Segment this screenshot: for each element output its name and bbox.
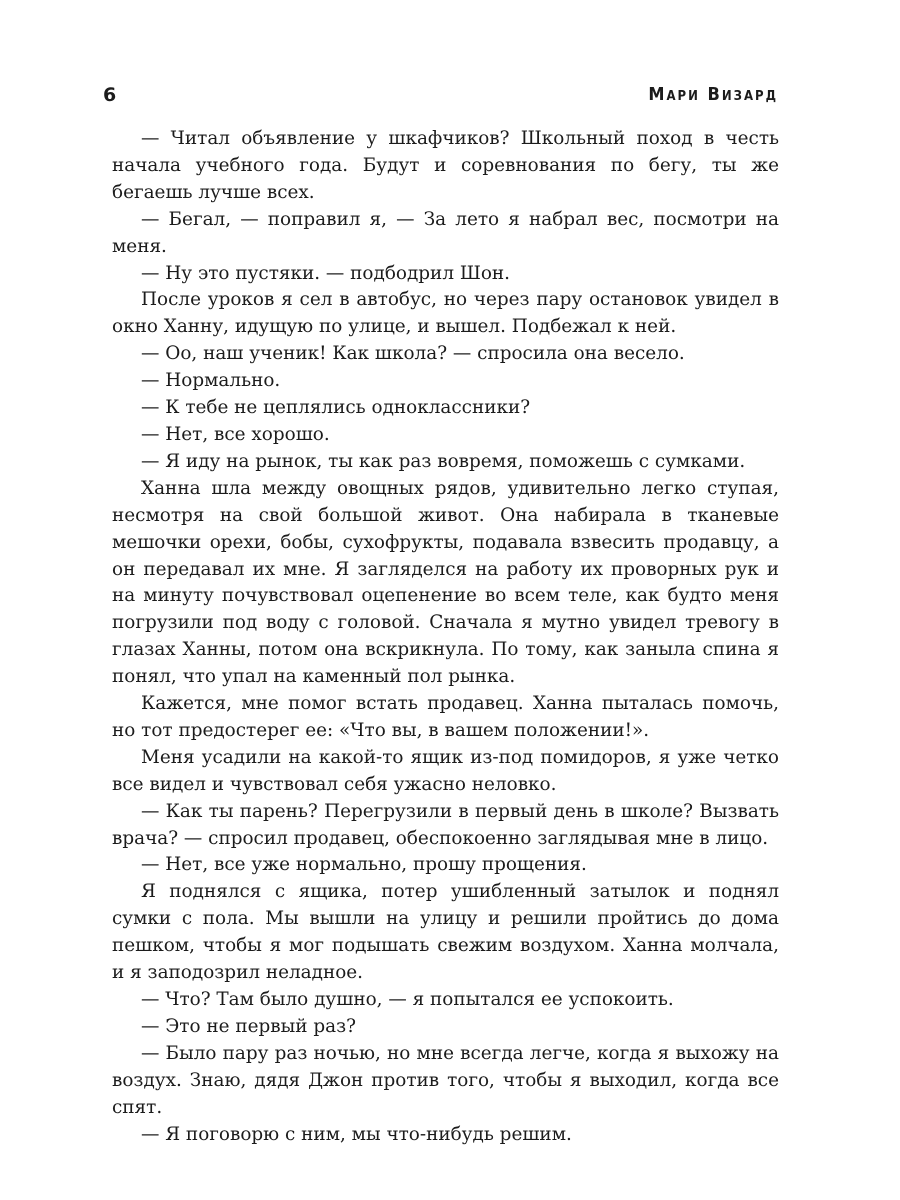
paragraph: Кажется, мне помог встать продавец. Ханна пыталась помочь, но тот предостерег ее: «Что вы, в вашем положении!».	[112, 693, 779, 741]
paragraph: После уроков я сел в автобус, но через пару остановок увидел в окно Ханну, идущую по улице, и вышел. Подбежал к ней.	[112, 289, 779, 338]
paragraph: — Оо, наш ученик! Как школа? — спросила она весело.	[141, 343, 685, 365]
paragraph: — К тебе не цеплялись одноклассники?	[141, 397, 531, 419]
paragraph: — Было пару раз ночью, но мне всегда легче, когда я выхожу на воздух. Знаю, дядя Джон против того, чтобы я выходил, когда все спят.	[112, 1042, 779, 1118]
paragraph: — Бегал, — поправил я, — За лето я набрал вес, посмотри на меня.	[112, 208, 779, 257]
paragraph: Я поднялся с ящика, потер ушибленный затылок и поднял сумки с пола. Мы вышли на улицу и решили пройтись до дома пешком, чтобы я мог подышать свежим воздухом. Ханна молчала, и я заподозрил неладное.	[112, 881, 779, 984]
paragraph: — Я поговорю с ним, мы что-нибудь решим.	[141, 1123, 572, 1145]
paragraph: — Нет, все хорошо.	[141, 423, 330, 445]
paragraph: — Читал объявление у шкафчиков? Школьный поход в честь начала учебного года. Будут и соревнования по бегу, ты же бегаешь лучше всех.	[112, 128, 779, 203]
running-header-author: Мари Визард	[648, 84, 778, 105]
paragraph: — Нет, все уже нормально, прошу прощения.	[141, 854, 587, 876]
paragraph: Меня усадили на какой-то ящик из-под помидоров, я уже четко все видел и чувствовал себя ужасно неловко.	[112, 746, 779, 795]
body-text	[112, 126, 779, 1148]
paragraph: — Нормально.	[141, 370, 281, 392]
paragraph: — Это не первый раз?	[141, 1015, 357, 1037]
page-number: 6	[103, 84, 117, 106]
paragraph: — Как ты парень? Перегрузили в первый день в школе? Вызвать врача? — спросил продавец, обеспокоенно заглядывая мне в лицо.	[112, 800, 779, 849]
paragraph: Ханна шла между овощных рядов, удивительно легко ступая, несмотря на свой большой живот. Она набирала в тканевые мешочки орехи, бобы, сухофрукты, подавала взвесить продавцу, а он передавал их мне. Я загляделся на работу их проворных рук и на минуту почувствовал оцепенение во всем теле, как будто меня погрузили под воду с головой. Сначала я мутно увидел тревогу в глазах Ханны, потом она вскрикнула. По тому, как заныла спина я понял, что упал на каменный пол рынка.	[112, 477, 779, 688]
paragraph: — Ну это пустяки. — подбодрил Шон.	[141, 262, 511, 284]
paragraph: — Что? Там было душно, — я попытался ее успокоить.	[141, 989, 674, 1010]
paragraph: — Я иду на рынок, ты как раз вовремя, поможешь с сумками.	[141, 450, 746, 472]
